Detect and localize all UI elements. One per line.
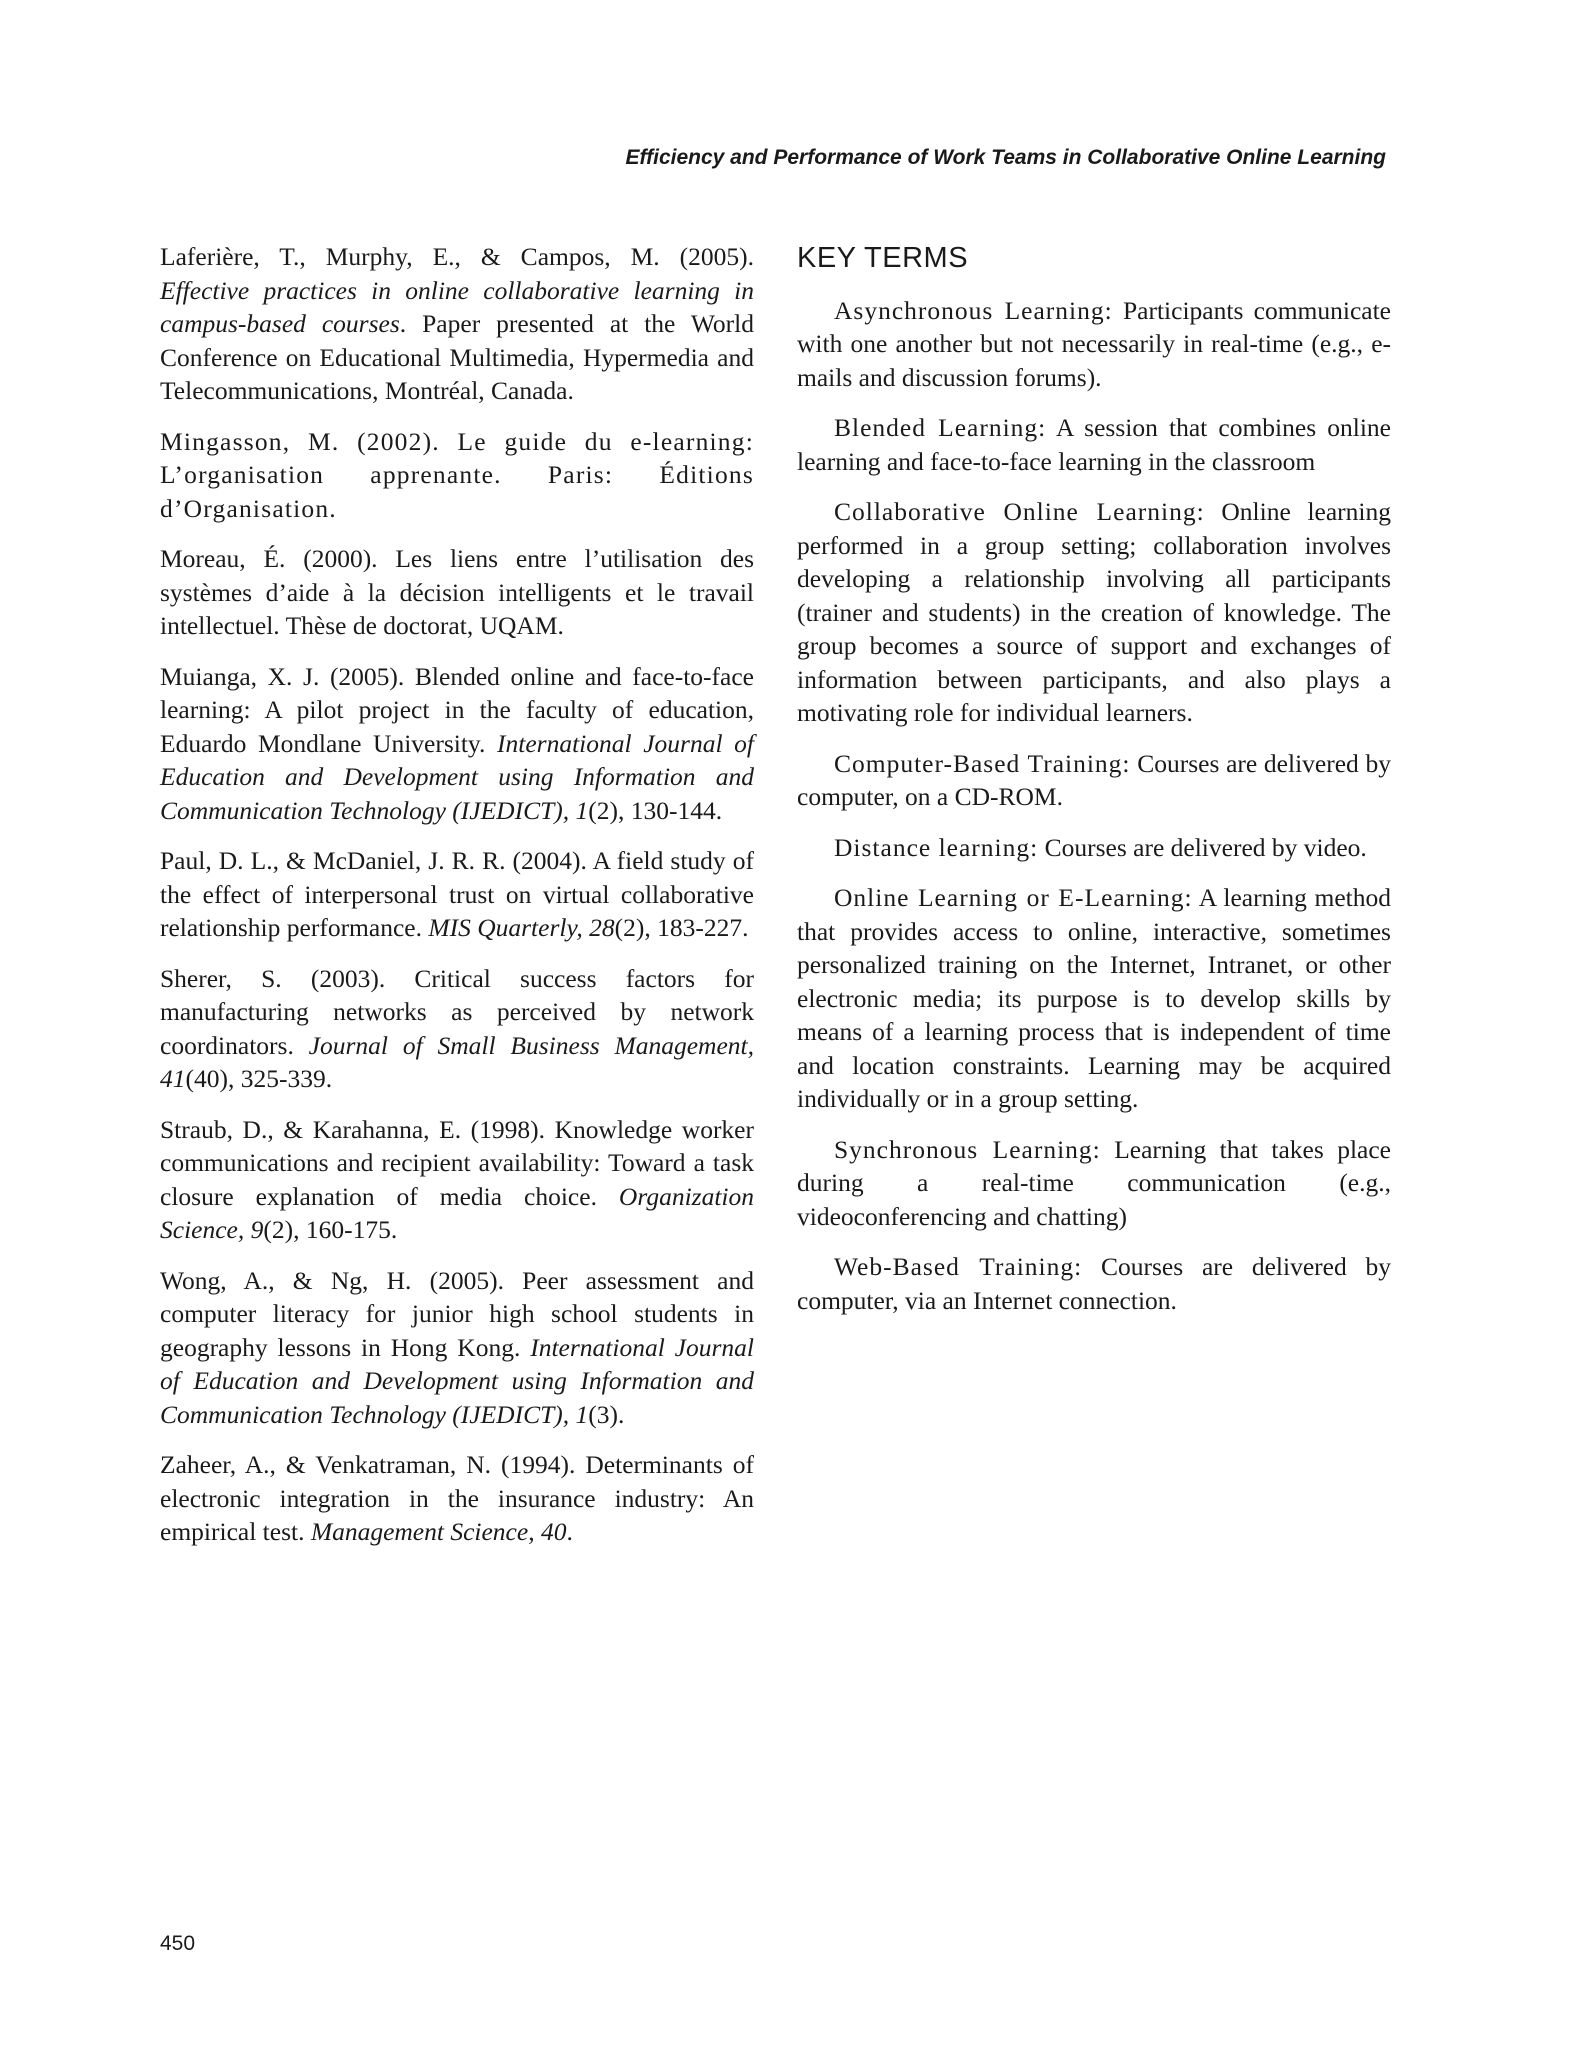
key-term-entry xyxy=(797,881,1391,1116)
reference-entry xyxy=(160,425,754,526)
reference-text: Muianga, X. J. (2005). Blended online and face-to-face learning: A pilot project in the faculty of education, Eduardo Mondlane University. xyxy=(160,661,754,758)
key-term-entry xyxy=(797,747,1391,814)
reference-text: Sherer, S. (2003). Critical success factors for manufacturing networks as perceived by network coordinators. xyxy=(160,963,754,1060)
running-header-title: Efficiency and Performance of Work Teams in Collaborative Online Learning xyxy=(625,146,1386,169)
key-term-definition: A learning method that provides access to online, interactive, sometimes personalized training on the Internet, Intranet, or other electronic media; its purpose is to develop skills by means of a learning process that is independent of time and location constraints. Learning may be acquired individually or in a group setting. xyxy=(797,883,1391,1113)
key-term-definition: Learning that takes place during a real-time communication (e.g., videoconferencing and chatting) xyxy=(797,1134,1391,1231)
key-term-definition: Courses are delivered by video. xyxy=(1038,832,1367,862)
reference-text: Paul, D. L., & McDaniel, J. R. R. (2004). A field study of the effect of interpersonal trust on virtual collaborative relationship performance. xyxy=(160,846,754,942)
reference-italic: MIS Quarterly, 28 xyxy=(428,913,615,942)
reference-italic: International Journal of Education and Development using Information and Communication Technology (IJEDICT), 1 xyxy=(160,728,755,825)
key-term-entry xyxy=(797,495,1391,730)
reference-text: (2), 130-144. xyxy=(588,795,723,825)
reference-italic: Organization Science, 9 xyxy=(160,1181,754,1244)
reference-entry xyxy=(160,660,754,828)
reference-text: Zaheer, A., & Venkatraman, N. (1994). Determinants of electronic integration in the insurance industry: An empirical test. xyxy=(160,1450,754,1546)
key-term-entry xyxy=(797,1250,1391,1317)
key-term-name: Collaborative Online Learning: xyxy=(834,497,1205,526)
key-term-entry xyxy=(797,411,1391,478)
reference-text: . xyxy=(566,1517,573,1546)
key-term-definition: A session that combines online learning and face-to-face learning in the classroom xyxy=(797,413,1392,476)
key-term-name: Web-Based Training: xyxy=(834,1252,1083,1281)
reference-italic: Journal of Small Business Management, 41 xyxy=(160,1030,754,1093)
reference-text: (40), 325-339. xyxy=(185,1064,333,1093)
reference-text: (3). xyxy=(588,1399,625,1429)
reference-entry xyxy=(160,844,754,945)
key-term-name: Synchronous Learning: xyxy=(834,1134,1101,1164)
reference-entry xyxy=(160,962,754,1096)
reference-text: (2), 183-227. xyxy=(614,913,749,942)
reference-text: . Paper presented at the World Conference on Educational Multimedia, Hypermedia and Telecommunications, Montréal, Canada. xyxy=(160,309,754,405)
key-term-name: Computer-Based Training: xyxy=(834,748,1131,778)
reference-entry xyxy=(160,1113,754,1247)
key-term-entry xyxy=(797,294,1391,395)
key-terms-heading: KEY TERMS xyxy=(797,242,969,274)
reference-text: Moreau, É. (2000). Les liens entre l’utilisation des systèmes d’aide à la décision intelligents et le travail intellectuel. Thèse de doctorat, UQAM. xyxy=(160,544,754,640)
key-term-name: Distance learning: xyxy=(834,832,1039,862)
key-term-entry xyxy=(797,1133,1391,1234)
reference-text: Mingasson, M. (2002). Le guide du e-learning: L’organisation apprenante. Paris: Éditions d’Organisation. xyxy=(160,426,754,523)
references-column xyxy=(160,240,754,1566)
reference-text: (2), 160-175. xyxy=(263,1215,398,1244)
reference-text: Wong, A., & Ng, H. (2005). Peer assessment and computer literacy for junior high school students in geography lessons in Hong Kong. xyxy=(160,1265,754,1362)
reference-text: Laferière, T., Murphy, E., & Campos, M. (2005). xyxy=(160,242,754,271)
reference-text: Straub, D., & Karahanna, E. (1998). Knowledge worker communications and recipient availability: Toward a task closure explanation of media choice. xyxy=(160,1114,754,1211)
reference-entry xyxy=(160,1448,754,1549)
reference-entry xyxy=(160,1264,754,1432)
key-term-definition: Courses are delivered by computer, via an Internet connection. xyxy=(797,1252,1391,1315)
reference-italic: Effective practices in online collaborative learning in campus-based courses xyxy=(160,275,754,338)
reference-italic: Management Science, 40 xyxy=(310,1517,567,1546)
key-term-name: Asynchronous Learning: xyxy=(834,295,1113,325)
page-number: 450 xyxy=(160,1932,196,1955)
key-term-definition: Online learning performed in a group setting; collaboration involves developing a relationship involving all participants (trainer and students) in the creation of knowledge. The group becomes a source of support and exchanges of information between participants, and also plays a motivating role for individual learners. xyxy=(797,497,1391,727)
key-term-entry xyxy=(797,831,1391,865)
key-term-name: Online Learning or E-Learning: xyxy=(834,883,1193,912)
reference-italic: International Journal of Education and Development using Information and Communication Technology (IJEDICT), 1 xyxy=(160,1332,754,1429)
reference-entry xyxy=(160,542,754,643)
reference-entry xyxy=(160,240,754,408)
key-term-name: Blended Learning: xyxy=(834,413,1047,442)
key-terms-section xyxy=(797,240,1391,1334)
key-term-definition: Courses are delivered by computer, on a CD-ROM. xyxy=(797,748,1391,811)
key-term-definition: Participants communicate with one another but not necessarily in real-time (e.g., e-mails and discussion forums). xyxy=(797,295,1391,392)
